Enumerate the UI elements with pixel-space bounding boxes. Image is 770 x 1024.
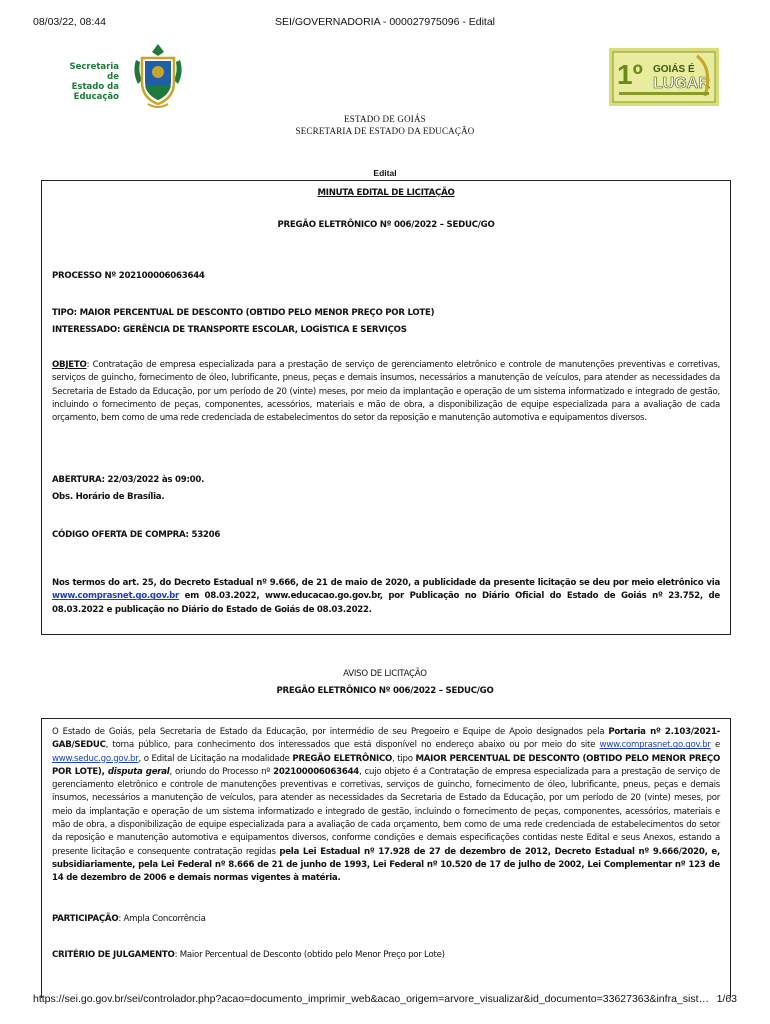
seduc-logo-text: Secretaria de Estado da Educação	[69, 62, 119, 102]
aviso-box	[41, 718, 731, 998]
print-header	[33, 16, 737, 30]
objeto-paragraph	[52, 359, 720, 425]
pregao-number: PREGÃO ELETRÔNICO Nº 006/2022 – SEDUC/GO	[277, 220, 495, 230]
interessado-line: INTERESSADO: GERÊNCIA DE TRANSPORTE ESCOLAR, LOGÍSTICA E SERVIÇOS	[52, 325, 407, 335]
aviso-pregao-number: PREGÃO ELETRÔNICO Nº 006/2022 – SEDUC/GO	[276, 686, 494, 696]
goias-e-lugar-badge-icon	[609, 48, 719, 106]
svg-text:1º: 1º	[617, 59, 643, 90]
print-datetime: 08/03/22, 08:44	[33, 16, 106, 28]
state-name: ESTADO DE GOIÁS	[344, 114, 426, 124]
criterio-line: CRITÉRIO DE JULGAMENTO: Maior Percentual de Desconto (obtido pelo Menor Preço por Lote)	[52, 950, 445, 960]
print-title: SEI/GOVERNADORIA - 000027975096 - Edital	[274, 16, 496, 28]
svg-text:LUGAR: LUGAR	[653, 75, 710, 92]
participacao-line: PARTICIPAÇÃO: Ampla Concorrência	[52, 914, 206, 924]
print-footer	[33, 993, 737, 1007]
goias-e-lugar-seal	[609, 48, 719, 106]
objeto-text: : Contratação de empresa especializada para a prestação de serviço de gerenciamento eletrônico e controle de manutenções preventivas e corretivas, serviços de guincho, fornecimento de óleo, lubrificante, pneus, peças e demais insumos, necessários a manutenção de veículos, para atender as necessidades da Secretaria de Estado da Educação, por um período de 20 (vinte) meses, por meio da implantação e operação de um sistema informatizado e integrado de gestão, incluindo o fornecimento de peças, componentes, acessórios, materiais e mão de obra, a disponibilização de equipe especializada para a avaliação de cada orçamento, bem como de uma rede credenciada de estabelecimentos do setor da reposição e manutenção automotiva e equipamentos diversos.	[52, 360, 720, 424]
objeto-label: OBJETO	[52, 360, 87, 370]
processo-number: PROCESSO Nº 202100006063644	[52, 271, 205, 281]
minuta-title: MINUTA EDITAL DE LICITAÇÃO	[317, 188, 455, 198]
edital-summary-box	[41, 180, 731, 635]
seduc-link[interactable]: www.seduc.go.gov.br	[52, 753, 139, 764]
codigo-oferta-line: CÓDIGO OFERTA DE COMPRA: 53206	[52, 530, 221, 540]
comprasnet-link[interactable]: www.comprasnet.go.gov.br	[599, 740, 711, 751]
comprasnet-link[interactable]: www.comprasnet.go.gov.br	[52, 591, 180, 602]
aviso-paragraph: O Estado de Goiás, pela Secretaria de Estado da Educação, por intermédio de seu Pregoeiro e Equipe de Apoio designados pela Portaria nº 2.103/2021-GAB/SEDUC, torna público, para conhecimento dos interessados que está disponível no endereço abaixo ou por meio do site www.comprasnet.go.gov.br e www.seduc.go.gov.br, o Edital de Licitação na modalidade PREGÃO ELETRÔNICO, tipo MAIOR PERCENTUAL DE DESCONTO (OBTIDO PELO MENOR PREÇO POR LOTE), disputa geral, oriundo do Processo nº 202100006063644, cujo objeto é a Contratação de empresa especializada para a prestação de serviço de gerenciamento eletrônico e controle de manutenções preventivas e corretivas, serviços de guincho, fornecimento de óleo, lubrificante, pneus, peças e demais insumos, necessários a manutenção de veículos, para atender as necessidades da Secretaria de Estado da Educação, por um período de 20 (vinte) meses, por meio da implantação e operação de um sistema informatizado e integrado de gestão, incluindo o fornecimento de peças, componentes, acessórios, materiais e mão de obra, a disponibilização de equipe especializada para a avaliação de cada orçamento, bem como de uma rede credenciada de estabelecimentos do setor da reposição e manutenção automotiva e equipamentos diversos, conforme condições e demais especificações contidas neste Edital e seus Anexos, estando a presente licitação e consequente contratação regidas pela Lei Estadual nº 17.928 de 27 de dezembro de 2012, Decreto Estadual nº 9.666/2020, e, subsidiariamente, pela Lei Federal nº 8.666 de 21 de junho de 1993, Lei Federal nº 10.520 de 17 de julho de 2002, Lei Complementar nº 123 de 14 de dezembro de 2006 e demais normas vigentes à matéria.	[52, 727, 721, 884]
obs-line: Obs. Horário de Brasília.	[52, 492, 165, 502]
document-type-label: Edital	[373, 168, 397, 178]
seduc-logo	[60, 42, 195, 110]
aviso-title: AVISO DE LICITAÇÃO	[343, 669, 427, 679]
publicidade-paragraph: Nos termos do art. 25, do Decreto Estadual nº 9.666, de 21 de maio de 2020, a publicidade da presente licitação se deu por meio eletrônico via www.comprasnet.go.gov.br em 08.03.2022, www.educacao.go.gov.br, por Publicação no Diário Oficial do Estado de Goiás nº 23.752, de 08.03.2022 e publicação no Diário do Estado de Goiás de 08.03.2022.	[52, 578, 720, 615]
print-url: https://sei.go.gov.br/sei/controlador.php?acao=documento_imprimir_web&acao_origem=arvore_visualizar&id_documento=33627363&infra_sist…	[33, 993, 709, 1005]
tipo-line: TIPO: MAIOR PERCENTUAL DE DESCONTO (OBTIDO PELO MENOR PREÇO POR LOTE)	[52, 308, 435, 318]
abertura-line: ABERTURA: 22/03/2022 às 09:00.	[52, 475, 205, 485]
secretariat-name: SECRETARIA DE ESTADO DA EDUCAÇÃO	[295, 126, 475, 136]
page-number: 1/63	[716, 993, 737, 1005]
government-header	[0, 113, 770, 137]
svg-text:GOIÁS É: GOIÁS É	[653, 64, 695, 75]
goias-coat-of-arms-icon	[128, 42, 188, 110]
